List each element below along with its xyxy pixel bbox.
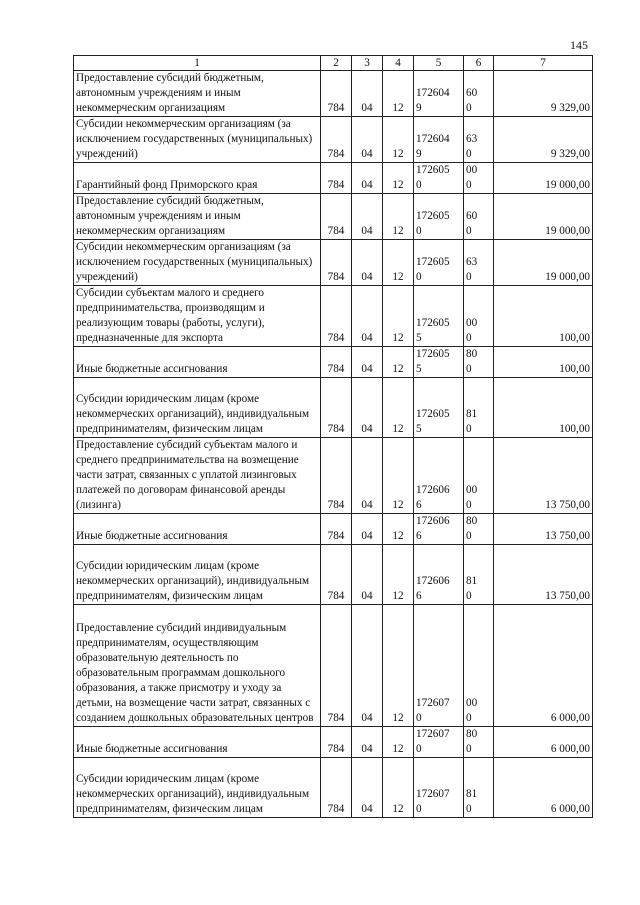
csr-code-part: 172605	[416, 256, 450, 268]
csr-code-part: 5	[416, 423, 422, 435]
csr-cell	[414, 194, 464, 240]
vr-cell	[464, 605, 494, 727]
table-row	[74, 71, 593, 117]
table-row	[74, 605, 593, 727]
rz-cell: 04	[352, 514, 383, 545]
csr-cell	[414, 514, 464, 545]
csr-code-part: 0	[416, 271, 422, 283]
vr-code-part: 00	[466, 164, 478, 176]
vr-cell	[464, 514, 494, 545]
csr-code-part: 172605	[416, 164, 450, 176]
vr-cell	[464, 378, 494, 438]
table-row	[74, 163, 593, 194]
row-name-cell: Предоставление субсидий бюджетным, автономным учреждениям и иным некоммерческим организациям	[74, 71, 321, 117]
csr-code-part: 172605	[416, 317, 450, 329]
pr-cell: 12	[383, 378, 414, 438]
ved-cell: 784	[321, 438, 352, 514]
vr-code-part: 0	[466, 499, 472, 511]
row-name-cell: Предоставление субсидий субъектам малого и среднего предпринимательства на возмещение части затрат, связанных с уплатой лизинговых платежей по договорам финансовой аренды (лизинга)	[74, 438, 321, 514]
budget-table	[73, 55, 593, 818]
csr-code-part: 6	[416, 590, 422, 602]
ved-cell: 784	[321, 117, 352, 163]
rz-cell: 04	[352, 758, 383, 818]
sum-cell: 6 000,00	[494, 727, 593, 758]
vr-code-part: 0	[466, 743, 472, 755]
csr-cell	[414, 727, 464, 758]
ved-cell: 784	[321, 71, 352, 117]
vr-code-part: 63	[466, 256, 478, 268]
rz-cell: 04	[352, 117, 383, 163]
vr-code-part: 00	[466, 317, 478, 329]
csr-code-part: 172607	[416, 728, 450, 740]
vr-code-part: 80	[466, 515, 478, 527]
csr-code-part: 172606	[416, 484, 450, 496]
csr-code-part: 172607	[416, 788, 450, 800]
table-row	[74, 240, 593, 286]
table-row	[74, 117, 593, 163]
ved-cell: 784	[321, 286, 352, 347]
pr-cell: 12	[383, 163, 414, 194]
ved-cell: 784	[321, 727, 352, 758]
ved-cell: 784	[321, 545, 352, 605]
csr-code-part: 0	[416, 803, 422, 815]
vr-code-part: 0	[466, 225, 472, 237]
sum-cell: 19 000,00	[494, 194, 593, 240]
csr-code-part: 172604	[416, 133, 450, 145]
sum-cell: 6 000,00	[494, 605, 593, 727]
csr-code-part: 5	[416, 332, 422, 344]
header-cell: 2	[321, 56, 352, 71]
row-name-cell: Иные бюджетные ассигнования	[74, 347, 321, 378]
sum-cell: 100,00	[494, 347, 593, 378]
header-cell: 5	[414, 56, 464, 71]
vr-code-part: 81	[466, 788, 478, 800]
vr-cell	[464, 347, 494, 378]
vr-code-part: 0	[466, 712, 472, 724]
vr-code-part: 0	[466, 590, 472, 602]
sum-cell: 13 750,00	[494, 545, 593, 605]
vr-code-part: 0	[466, 530, 472, 542]
header-cell: 4	[383, 56, 414, 71]
vr-code-part: 0	[466, 148, 472, 160]
csr-code-part: 5	[416, 363, 422, 375]
pr-cell: 12	[383, 438, 414, 514]
sum-cell: 100,00	[494, 378, 593, 438]
csr-code-part: 0	[416, 225, 422, 237]
row-name-cell: Субсидии юридическим лицам (кроме некоммерческих организаций), индивидуальным предпринимателям, физическим лицам	[74, 378, 321, 438]
csr-code-part: 0	[416, 712, 422, 724]
rz-cell: 04	[352, 163, 383, 194]
csr-cell	[414, 605, 464, 727]
row-name-cell: Субсидии юридическим лицам (кроме некоммерческих организаций), индивидуальным предпринимателям, физическим лицам	[74, 758, 321, 818]
csr-code-part: 172605	[416, 408, 450, 420]
csr-code-part: 172605	[416, 210, 450, 222]
row-name-cell: Субсидии некоммерческим организациям (за исключением государственных (муниципальных) учреждений)	[74, 240, 321, 286]
csr-code-part: 172606	[416, 515, 450, 527]
header-cell: 6	[464, 56, 494, 71]
csr-code-part: 0	[416, 743, 422, 755]
sum-cell: 19 000,00	[494, 240, 593, 286]
csr-cell	[414, 71, 464, 117]
table-row	[74, 545, 593, 605]
table-row	[74, 438, 593, 514]
vr-code-part: 0	[466, 423, 472, 435]
header-cell: 7	[494, 56, 593, 71]
csr-code-part: 172607	[416, 697, 450, 709]
pr-cell: 12	[383, 194, 414, 240]
sum-cell: 13 750,00	[494, 438, 593, 514]
vr-code-part: 80	[466, 728, 478, 740]
vr-code-part: 60	[466, 87, 478, 99]
row-name-cell: Субсидии субъектам малого и среднего предпринимательства, производящим и реализующим товары (работы, услуги), предназначенные для экспорта	[74, 286, 321, 347]
ved-cell: 784	[321, 758, 352, 818]
csr-cell	[414, 758, 464, 818]
vr-cell	[464, 545, 494, 605]
table-row	[74, 347, 593, 378]
sum-cell: 13 750,00	[494, 514, 593, 545]
vr-code-part: 81	[466, 575, 478, 587]
rz-cell: 04	[352, 727, 383, 758]
csr-cell	[414, 286, 464, 347]
pr-cell: 12	[383, 71, 414, 117]
table-row	[74, 758, 593, 818]
sum-cell: 19 000,00	[494, 163, 593, 194]
sum-cell: 100,00	[494, 286, 593, 347]
rz-cell: 04	[352, 240, 383, 286]
vr-code-part: 00	[466, 697, 478, 709]
csr-cell	[414, 545, 464, 605]
pr-cell: 12	[383, 545, 414, 605]
vr-code-part: 60	[466, 210, 478, 222]
vr-code-part: 0	[466, 271, 472, 283]
vr-cell	[464, 194, 494, 240]
row-name-cell: Субсидии некоммерческим организациям (за исключением государственных (муниципальных) учреждений)	[74, 117, 321, 163]
sum-cell: 9 329,00	[494, 71, 593, 117]
vr-code-part: 0	[466, 179, 472, 191]
rz-cell: 04	[352, 378, 383, 438]
csr-cell	[414, 163, 464, 194]
vr-cell	[464, 163, 494, 194]
pr-cell: 12	[383, 758, 414, 818]
rz-cell: 04	[352, 545, 383, 605]
vr-cell	[464, 438, 494, 514]
ved-cell: 784	[321, 378, 352, 438]
vr-code-part: 63	[466, 133, 478, 145]
vr-cell	[464, 117, 494, 163]
csr-cell	[414, 438, 464, 514]
vr-cell	[464, 71, 494, 117]
sum-cell: 6 000,00	[494, 758, 593, 818]
csr-code-part: 172604	[416, 87, 450, 99]
table-row	[74, 727, 593, 758]
csr-cell	[414, 347, 464, 378]
csr-code-part: 9	[416, 148, 422, 160]
ved-cell: 784	[321, 605, 352, 727]
ved-cell: 784	[321, 514, 352, 545]
csr-code-part: 6	[416, 530, 422, 542]
row-name-cell: Иные бюджетные ассигнования	[74, 727, 321, 758]
csr-code-part: 172606	[416, 575, 450, 587]
table-row	[74, 194, 593, 240]
ved-cell: 784	[321, 347, 352, 378]
csr-code-part: 9	[416, 102, 422, 114]
vr-cell	[464, 727, 494, 758]
row-name-cell: Предоставление субсидий бюджетным, автономным учреждениям и иным некоммерческим организациям	[74, 194, 321, 240]
rz-cell: 04	[352, 438, 383, 514]
row-name-cell: Предоставление субсидий индивидуальным предпринимателям, осуществляющим образовательную деятельность по образовательным программам дошкольного образования, а также присмотру и уходу за детьми, на возмещение части затрат, связанных с созданием дошкольных образовательных центров	[74, 605, 321, 727]
vr-code-part: 0	[466, 102, 472, 114]
rz-cell: 04	[352, 347, 383, 378]
header-cell: 1	[74, 56, 321, 71]
table-row	[74, 286, 593, 347]
pr-cell: 12	[383, 117, 414, 163]
vr-code-part: 81	[466, 408, 478, 420]
table-row	[74, 514, 593, 545]
header-cell: 3	[352, 56, 383, 71]
pr-cell: 12	[383, 514, 414, 545]
row-name-cell: Гарантийный фонд Приморского края	[74, 163, 321, 194]
csr-cell	[414, 240, 464, 286]
rz-cell: 04	[352, 605, 383, 727]
rz-cell: 04	[352, 71, 383, 117]
ved-cell: 784	[321, 240, 352, 286]
pr-cell: 12	[383, 605, 414, 727]
sum-cell: 9 329,00	[494, 117, 593, 163]
csr-code-part: 172605	[416, 348, 450, 360]
rz-cell: 04	[352, 194, 383, 240]
pr-cell: 12	[383, 727, 414, 758]
vr-code-part: 00	[466, 484, 478, 496]
vr-cell	[464, 758, 494, 818]
vr-code-part: 0	[466, 803, 472, 815]
csr-cell	[414, 378, 464, 438]
vr-code-part: 80	[466, 348, 478, 360]
page-number: 145	[570, 38, 588, 52]
vr-cell	[464, 240, 494, 286]
vr-code-part: 0	[466, 363, 472, 375]
pr-cell: 12	[383, 286, 414, 347]
header-row	[74, 56, 593, 71]
row-name-cell: Иные бюджетные ассигнования	[74, 514, 321, 545]
csr-cell	[414, 117, 464, 163]
csr-code-part: 0	[416, 179, 422, 191]
pr-cell: 12	[383, 347, 414, 378]
vr-cell	[464, 286, 494, 347]
ved-cell: 784	[321, 194, 352, 240]
rz-cell: 04	[352, 286, 383, 347]
csr-code-part: 6	[416, 499, 422, 511]
table-row	[74, 378, 593, 438]
row-name-cell: Субсидии юридическим лицам (кроме некоммерческих организаций), индивидуальным предпринимателям, физическим лицам	[74, 545, 321, 605]
ved-cell: 784	[321, 163, 352, 194]
pr-cell: 12	[383, 240, 414, 286]
vr-code-part: 0	[466, 332, 472, 344]
